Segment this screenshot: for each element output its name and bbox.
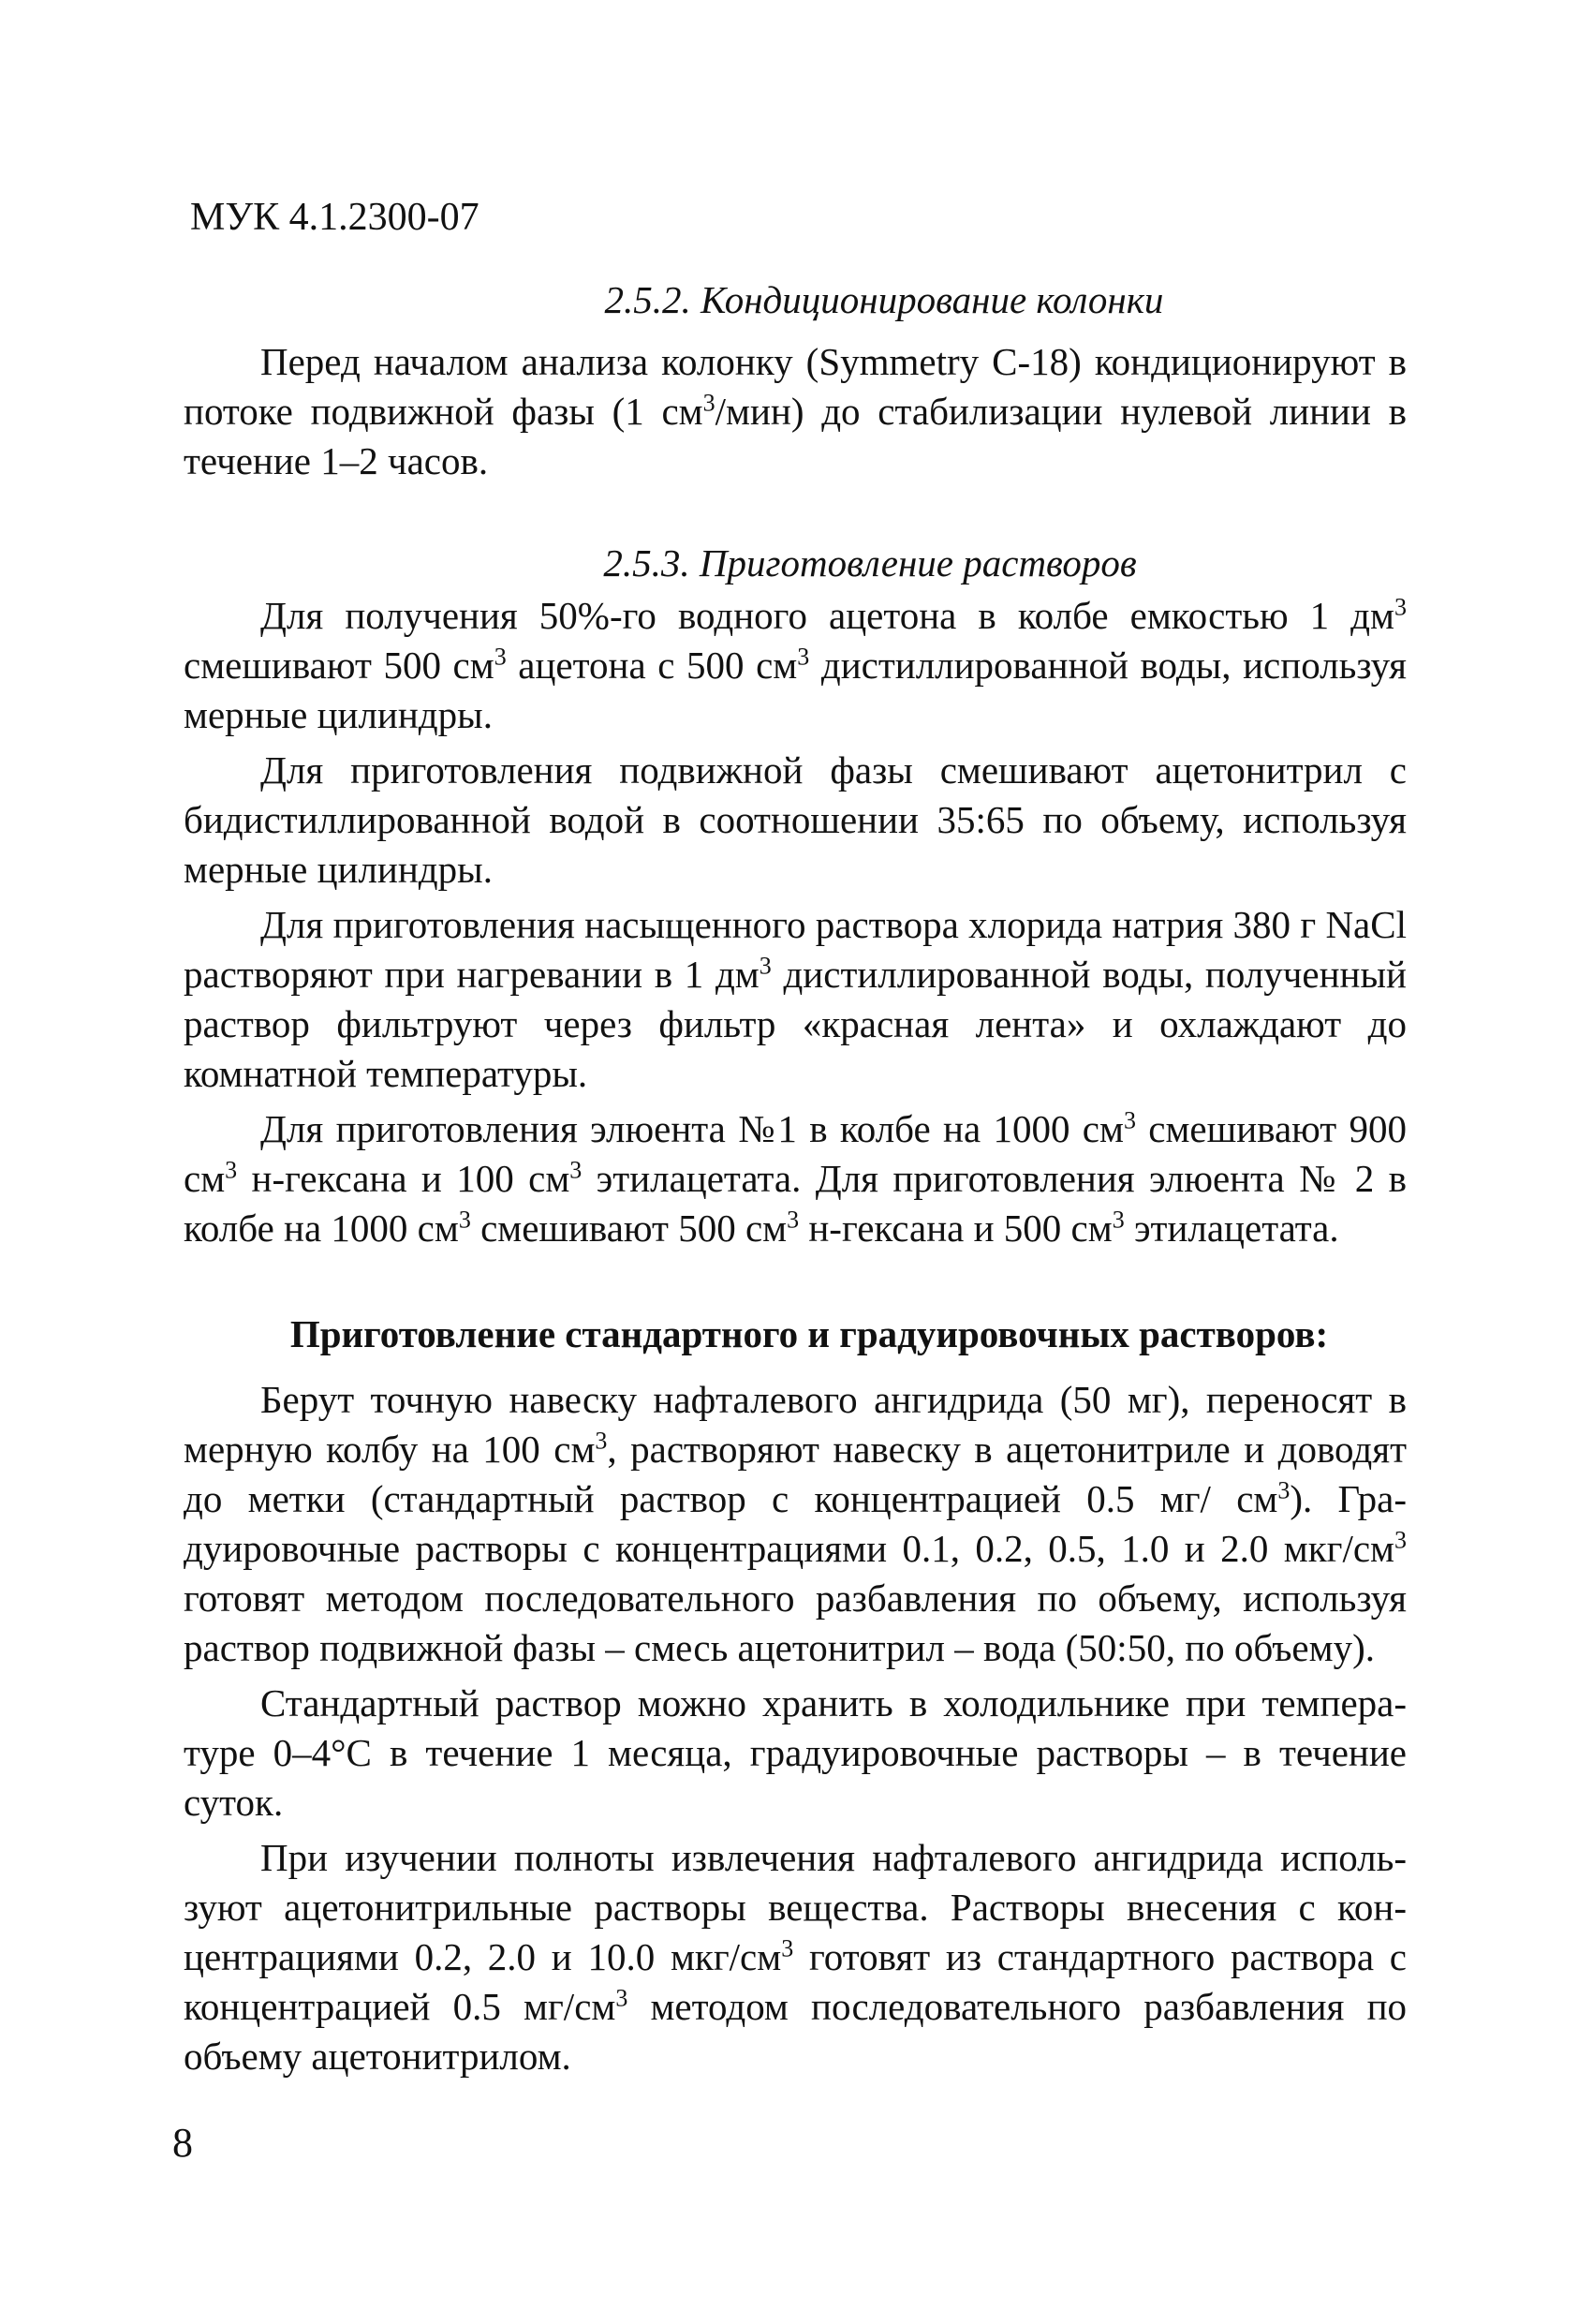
document-body <box>184 272 1407 2087</box>
paragraph-column-conditioning: Перед началом анализа колонку (Symmetry С-18) кондиционируют в потоке подвижной фазы (1 $см^3/мин$) до стабилизации нулевой линии в течение 1–2 часов. <box>184 340 1408 482</box>
paragraph-recovery-solutions: При изучении полноты извлечения нафталевого ангидрида используют ацетонитрильные растворы вещества. Растворы внесения с концентрациями 0.2, 2.0 и 10.0 мкг/$см^3$ готовят из стандартного раствора с концентрацией 0.5 $мг/см^3$ методом последовательного разбавления по объему ацетонитрилом. <box>184 1836 1408 2078</box>
paragraph-acetone-solution: Для получения 50%-го водного ацетона в колбе емкостью 1 $дм^3$ смешивают 500 $см^3$ ацетона с 500 $см^3$ дистиллированной воды, используя мерные цилиндры. <box>184 593 1407 736</box>
document-code: МУК 4.1.2300-07 <box>190 196 479 239</box>
subsection-title-2-5-3: 2.5.3. Приготовление растворов <box>603 541 1137 585</box>
paragraph-mobile-phase: Для приготовления подвижной фазы смешивают ацетонитрил с бидистиллированной водой в соотношении 35:65 по объему, используя мерные цилиндры. <box>184 748 1407 891</box>
paragraph-eluents: Для приготовления элюента №1 в колбе на 1000 $см^3$ смешивают 900 $см^3$ н-гексана и 100 $см^3$ этилацетата. Для приготовления элюента № 2 в колбе на 1000 $см^3$ смешивают 500 $см^3$ н-гексана и 500 $см^3$ этилацетата. <box>184 1106 1407 1250</box>
page-number: 8 <box>172 2120 193 2166</box>
paragraph-standard-solution: Берут точную навеску нафталевого ангидрида (50 мг), переносят в мерную колбу на 100 $см^3$, растворяют навеску в ацетонитриле и доводят до метки (стандартный раствор с концентрацией 0.5 мг/ $см^3$). Градуировочные растворы с концентрациями 0.1, 0.2, 0.5, 1.0 и 2.0 мкг/$см^3$ готовят методом последовательного разбавления по объему, используя раствор подвижной фазы – смесь ацетонитрил – вода (50:50, по объему). <box>184 1378 1407 1669</box>
paragraph-nacl-solution: Для приготовления насыщенного раствора хлорида натрия 380 г NaCl растворяют при нагревании в 1 $дм^3$ дистиллированной воды, полученный раствор фильтруют через фильтр «красная лента» и охлаждают до комнатной температуры. <box>184 903 1407 1095</box>
section-heading-standard-solutions: Приготовление стандартного и градуировочных растворов: <box>289 1312 1329 1355</box>
paragraph-storage: Стандартный раствор можно хранить в холодильнике при температуре 0–4°С в течение 1 месяца, градуировочные растворы – в течение суток. <box>184 1681 1407 1824</box>
subsection-title-2-5-2: 2.5.2. Кондиционирование колонки <box>604 278 1164 321</box>
